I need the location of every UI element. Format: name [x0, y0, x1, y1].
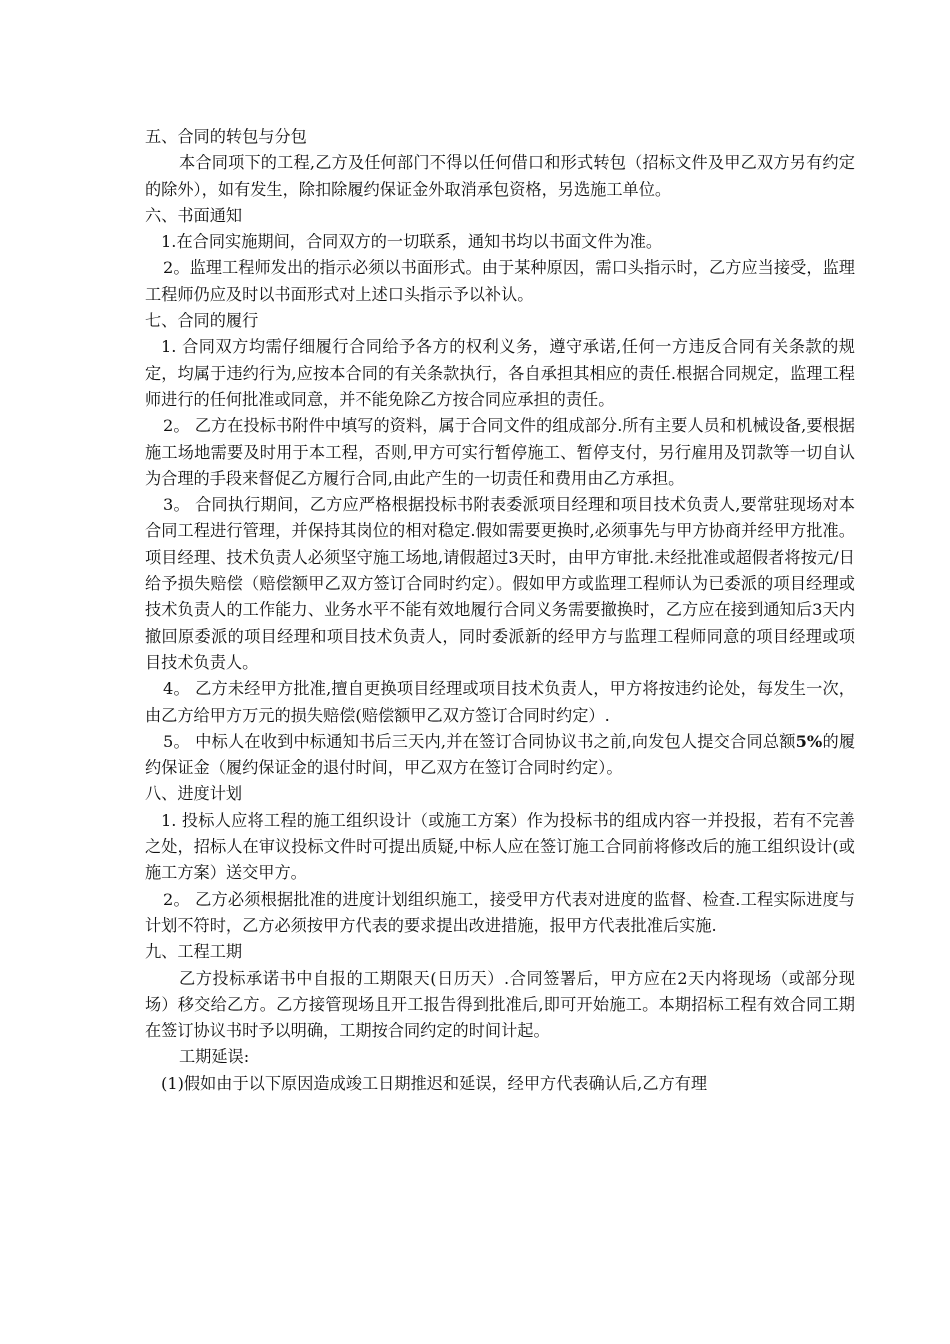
bold-percentage: 5% [795, 731, 823, 751]
paragraph: 1. 投标人应将工程的施工组织设计（或施工方案）作为投标书的组成内容一并投报，若有不完善之处，招标人在审议投标文件时可提出质疑,中标人应在签订施工合同前将修改后的施工组织设计(或施工方案）送交甲方。 [145, 810, 855, 883]
paragraph: (1)假如由于以下原因造成竣工日期推迟和延误，经甲方代表确认后,乙方有理 [161, 1073, 708, 1093]
paragraph: 1.在合同实施期间，合同双方的一切联系，通知书均以书面文件为准。 [161, 232, 663, 252]
section-heading: 七、合同的履行 [145, 311, 259, 331]
paragraph: 1. 合同双方均需仔细履行合同给予各方的权利义务，遵守承诺,任何一方违反合同有关条款的规定，均属于违约行为,应按本合同的有关条款执行，各自承担其相应的责任.根据合同规定，监理工程师进行的任何批准或同意，并不能免除乙方按合同应承担的责任。 [145, 337, 855, 409]
paragraph: 4。 乙方未经甲方批准,擅自更换项目经理或项目技术负责人，甲方将按违约论处，每发生一次，由乙方给甲方万元的损失赔偿(赔偿额甲乙双方签订合同时约定）. [145, 679, 855, 725]
paragraph: 2。监理工程师发出的指示必须以书面形式。由于某种原因，需口头指示时，乙方应当接受，监理工程师仍应及时以书面形式对上述口头指示予以补认。 [145, 258, 855, 304]
paragraph: 工期延误: [179, 1047, 250, 1067]
paragraph: 3。 合同执行期间，乙方应严格根据投标书附表委派项目经理和项目技术负责人,要常驻现场对本合同工程进行管理，并保持其岗位的相对稳定.假如需要更换时,必须事先与甲方协商并经甲方批准。项目经理、技术负责人必须坚守施工场地,请假超过3天时，由甲方审批.未经批准或超假者将按元/日给予损失赔偿（赔偿额甲乙双方签订合同时约定）。假如甲方或监理工程师认为已委派的项目经理或技术负责人的工作能力、业务水平不能有效地履行合同义务需要撤换时，乙方应在接到通知后3天内撤回原委派的项目经理和项目技术负责人，同时委派新的经甲方与监理工程师同意的项目经理或项目技术负责人。 [145, 495, 855, 672]
section-heading: 六、书面通知 [145, 205, 243, 225]
paragraph-text: 的履约保证金（履约保证金的退付时间，甲乙双方在签订合同时约定）。 [145, 731, 856, 778]
section-heading: 五、合同的转包与分包 [145, 127, 307, 146]
paragraph [145, 729, 855, 782]
paragraph-text: 5。 中标人在收到中标通知书后三天内,并在签订合同协议书之前,向发包人提交合同总额 [163, 731, 796, 751]
section-heading: 八、进度计划 [145, 784, 243, 804]
document-page [145, 124, 855, 1097]
paragraph: 乙方投标承诺书中自报的工期限天(日历天）.合同签署后，甲方应在2天内将现场（或部分现场）移交给乙方。乙方接管现场且开工报告得到批准后,即可开始施工。本期招标工程有效合同工期在签订协议书时予以明确，工期按合同约定的时间计起。 [145, 968, 855, 1041]
section-heading: 九、工程工期 [145, 942, 243, 962]
paragraph: 2。 乙方必须根据批准的进度计划组织施工，接受甲方代表对进度的监督、检查.工程实际进度与计划不符时，乙方必须按甲方代表的要求提出改进措施，报甲方代表批准后实施. [145, 889, 855, 935]
paragraph: 本合同项下的工程,乙方及任何部门不得以任何借口和形式转包（招标文件及甲乙双方另有约定的除外），如有发生，除扣除履约保证金外取消承包资格，另选施工单位。 [145, 153, 855, 199]
paragraph: 2。 乙方在投标书附件中填写的资料，属于合同文件的组成部分.所有主要人员和机械设备,要根据施工场地需要及时用于本工程，否则,甲方可实行暂停施工、暂停支付，另行雇用及罚款等一切自认为合理的手段来督促乙方履行合同,由此产生的一切责任和费用由乙方承担。 [145, 416, 855, 488]
